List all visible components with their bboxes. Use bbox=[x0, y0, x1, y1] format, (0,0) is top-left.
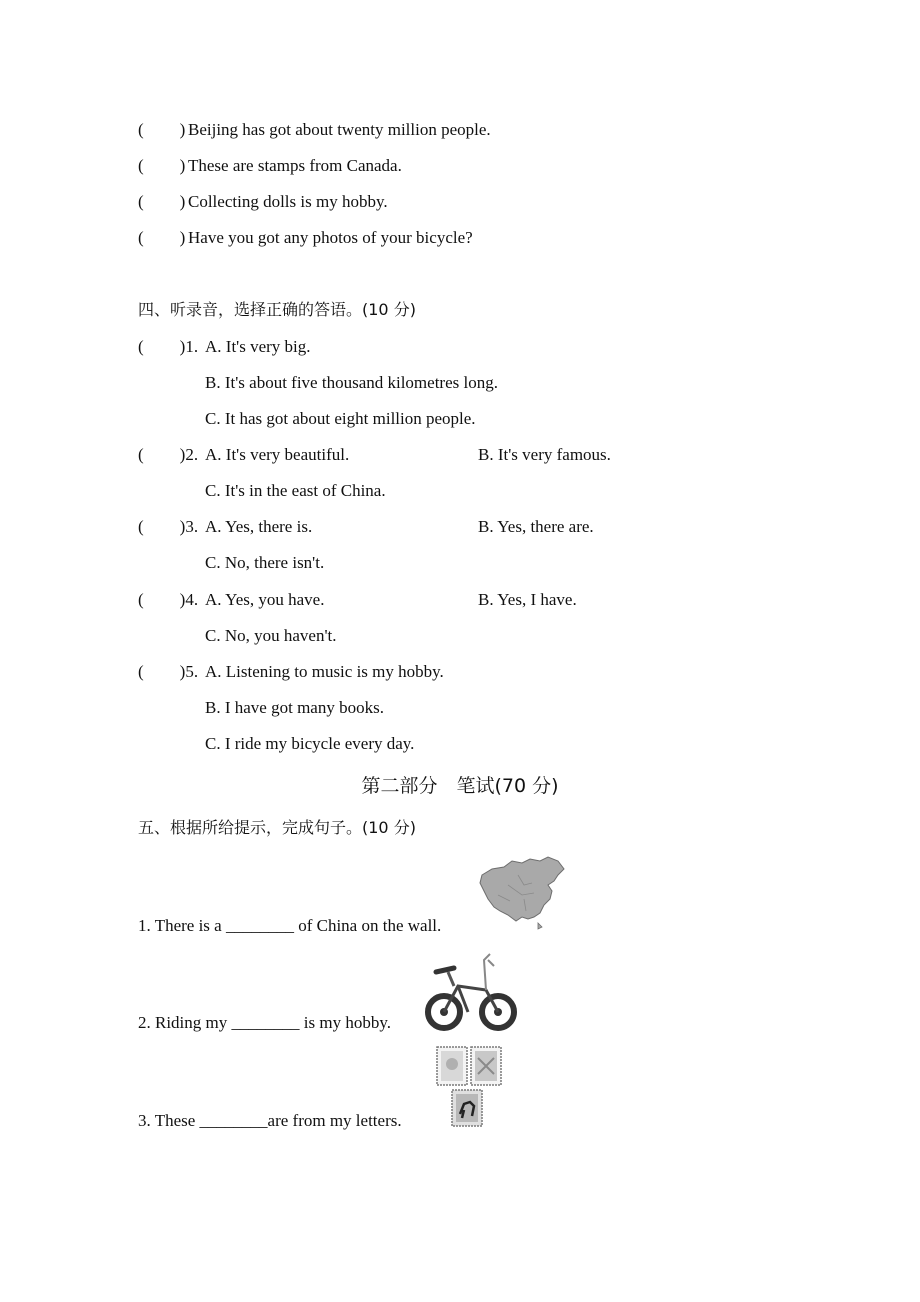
answer-paren-5[interactable]: ( )5. bbox=[138, 662, 199, 681]
fill-sentence-3: 3. These ________are from my letters. bbox=[138, 1111, 402, 1130]
judge-sentence-4: Have you got any photos of your bicycle? bbox=[188, 228, 473, 247]
fill-sentence-2: 2. Riding my ________ is my hobby. bbox=[138, 1013, 391, 1032]
judge-paren[interactable]: ( ) bbox=[138, 228, 186, 247]
q1-option-c: C. It has got about eight million people. bbox=[205, 409, 476, 428]
q4-option-c: C. No, you haven't. bbox=[205, 626, 337, 645]
section5-heading: 五、根据所给提示，完成句子。(10 分) bbox=[138, 818, 416, 837]
judge-sentence-1: Beijing has got about twenty million people. bbox=[188, 120, 491, 139]
q4-option-b: B. Yes, I have. bbox=[478, 590, 577, 609]
answer-paren-1[interactable]: ( )1. bbox=[138, 337, 199, 356]
q4-option-a: A. Yes, you have. bbox=[205, 590, 325, 609]
answer-paren-3[interactable]: ( )3. bbox=[138, 517, 199, 536]
q5-option-c: C. I ride my bicycle every day. bbox=[205, 734, 415, 753]
q3-option-b: B. Yes, there are. bbox=[478, 517, 594, 536]
judge-paren[interactable]: ( ) bbox=[138, 156, 186, 175]
section4-heading: 四、听录音，选择正确的答语。(10 分) bbox=[138, 300, 416, 319]
judge-paren[interactable]: ( ) bbox=[138, 120, 186, 139]
q5-option-b: B. I have got many books. bbox=[205, 698, 384, 717]
bicycle-image bbox=[424, 950, 518, 1032]
stamps-image bbox=[436, 1044, 504, 1128]
q5-option-a: A. Listening to music is my hobby. bbox=[205, 662, 444, 681]
q2-option-a: A. It's very beautiful. bbox=[205, 445, 350, 464]
q2-option-c: C. It's in the east of China. bbox=[205, 481, 386, 500]
judge-sentence-2: These are stamps from Canada. bbox=[188, 156, 402, 175]
answer-paren-2[interactable]: ( )2. bbox=[138, 445, 199, 464]
judge-sentence-3: Collecting dolls is my hobby. bbox=[188, 192, 388, 211]
q1-option-a: A. It's very big. bbox=[205, 337, 311, 356]
q2-option-b: B. It's very famous. bbox=[478, 445, 611, 464]
part2-title: 第二部分 笔试(70 分) bbox=[361, 775, 559, 797]
fill-sentence-1: 1. There is a ________ of China on the wall. bbox=[138, 916, 442, 935]
judge-paren[interactable]: ( ) bbox=[138, 192, 186, 211]
q3-option-c: C. No, there isn't. bbox=[205, 553, 325, 572]
q1-option-b: B. It's about five thousand kilometres long. bbox=[205, 373, 498, 392]
q3-option-a: A. Yes, there is. bbox=[205, 517, 313, 536]
answer-paren-4[interactable]: ( )4. bbox=[138, 590, 199, 609]
china-map-image bbox=[478, 855, 570, 930]
